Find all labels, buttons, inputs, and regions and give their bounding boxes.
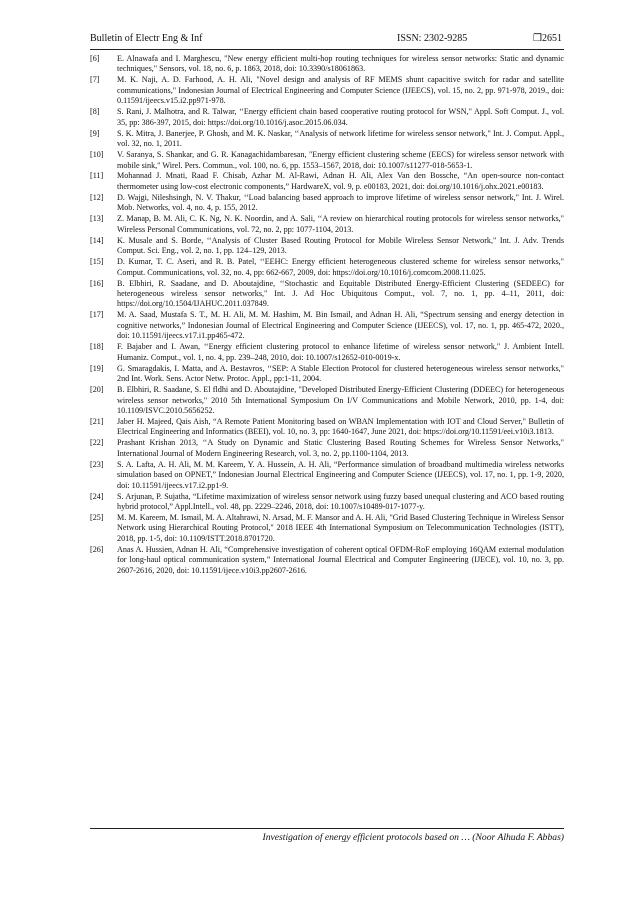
reference-number: [8]	[90, 107, 100, 117]
page-footer: Investigation of energy efficient protocols based on … (Noor Alhuda F. Abbas)	[262, 832, 564, 843]
reference-item	[90, 54, 564, 75]
reference-item	[90, 460, 564, 491]
reference-item	[90, 545, 564, 576]
issn: ISSN: 2302-9285	[397, 33, 468, 44]
reference-item	[90, 417, 564, 438]
reference-item	[90, 385, 564, 416]
reference-number: [21]	[90, 416, 104, 426]
reference-text: B. Elbhiri, R. Saadane, and D. Aboutajdine, ‘‘Stochastic and Equitable Distributed Energy-Efficient Clustering (SEDEEC) for heterogeneous wireless sensor networks," Int. J. Ad Hoc Ubiquitous Comput., vol. 7, no. 1, pp. 4–11, 2011, doi: https://doi.org/10.1504/IJAHUC.2011.037849.	[117, 278, 564, 309]
reference-item	[90, 279, 564, 310]
reference-item	[90, 193, 564, 214]
reference-text: M. M. Kareem, M. Ismail, M. A. Altahrawi, N. Arsad, M. F. Mansor and A. H. Ali, "Grid Based Clustering Technique in Wireless Sensor Network using Hierarchical Routing Protocol," 2018 IEEE 4th International Symposium on Telecommunication Technologies (ISTT), 2018, pp. 1-5, doi: 10.1109/ISTT.2018.8701720.	[117, 512, 564, 543]
reference-number: [24]	[90, 491, 104, 501]
reference-text: S. Arjunan, P. Sujatha, “Lifetime maximization of wireless sensor network using fuzzy based unequal clustering and ACO based routing hybrid protocol,” Appl.Intell., vol. 48, pp. 2229–2246, 2018, doi: 10.1007/s10489-017-1077-y.	[117, 491, 564, 512]
reference-text: Z. Manap, B. M. Ali, C. K. Ng, N. K. Noordin, and A. Sali, ‘‘A review on hierarchical routing protocols for wireless sensor networks," Wireless Personal Communications, vol. 72, no. 2, pp: 1077-1104, 2013.	[117, 214, 564, 234]
reference-text: M. A. Saad, Mustafa S. T., M. H. Ali, M. M. Hashim, M. Bin Ismail, and Adnan H. Ali, “Spectrum sensing and energy detection in cognitive networks,” Indonesian Journal of Electrical Engineering and Computer Science (IJEECS), vol. 17, no. 1, pp. 465-472, 2020., doi: 10.11591/ijeecs.v17.i1.pp465-472.	[117, 310, 564, 341]
reference-text: Anas A. Hussien, Adnan H. Ali, “Comprehensive investigation of coherent optical OFDM-RoF employing 16QAM external modulation for long-haul optical communication system,” International Journal Electrical and Computer Engineering (IJECE), vol. 10, no. 3, pp. 2607-2616, 2020, doi: 10.11591/ijece.v10i3.pp2607-2616.	[117, 544, 564, 575]
reference-list	[90, 54, 564, 577]
reference-text: Prashant Krishan 2013, ‘‘A Study on Dynamic and Static Clustering Based Routing Schemes for Wireless Sensor Networks," International Journal of Modern Engineering Research, vol. 3, no. 2, pp.1100-1104, 2013.	[117, 438, 564, 458]
reference-number: [25]	[90, 512, 104, 522]
reference-item	[90, 342, 564, 363]
reference-number: [20]	[90, 385, 104, 395]
page-header	[90, 30, 562, 48]
reference-item	[90, 438, 564, 459]
reference-number: [17]	[90, 310, 104, 320]
reference-number: [14]	[90, 235, 104, 245]
footer-rule	[90, 828, 564, 829]
reference-text: S. A. Lafta, A. H. Ali, M. M. Kareem, Y. A. Hussein, A. H. Ali, “Performance simulation of broadband multimedia wireless networks simulation based on OPNET,” Indonesian Journal Electrical Engineering and Computer Science (IJEECS), vol. 17, no. 1, pp. 1-9, 2020, doi: 10.11591/ijeecs.v17.i2.pp1-9.	[117, 459, 564, 490]
reference-number: [16]	[90, 278, 104, 288]
reference-number: [26]	[90, 544, 104, 554]
reference-number: [23]	[90, 459, 104, 469]
reference-text: S. Rani, J. Malhotra, and R. Talwar, ‘‘Energy efficient chain based cooperative routing protocol for WSN," Appl. Soft Comput. J., vol. 35, pp: 386-397, 2015, doi: https://doi.org/10.1016/j.asoc.2015.06.034.	[117, 107, 564, 127]
reference-number: [19]	[90, 363, 104, 373]
reference-item	[90, 310, 564, 341]
reference-text: E. Alnawafa and I. Marghescu, "New energy efficient multi-hop routing techniques for wireless sensor networks: Static and dynamic techniques," Sensors, vol. 18, no. 6, p. 1863, 2018, doi: 10.3390/s18061863.	[117, 54, 564, 74]
reference-number: [12]	[90, 192, 104, 202]
reference-item	[90, 171, 564, 192]
reference-item	[90, 214, 564, 235]
reference-text: Jaber H. Majeed, Qais Aish, “A Remote Patient Monitoring based on WBAN Implementation with IOT and Cloud Server," Bulletin of Electrical Engineering and Informatics (BEEI), vol. 10, no. 3, pp: 1640-1647, June 2021, doi: https://doi.org/10.11591/eei.v10i3.1813.	[117, 416, 564, 437]
reference-text: D. Wajgi, Nileshsingh, N. V. Thakur, ‘‘Load balancing based approach to improve lifetime of wireless sensor network," Int. J. Wirel. Mob. Networks, vol. 4, no. 4, p. 155, 2012.	[117, 192, 564, 213]
reference-number: [7]	[90, 75, 100, 85]
reference-item	[90, 513, 564, 544]
header-rule	[90, 49, 564, 50]
reference-number: [10]	[90, 150, 104, 160]
reference-item	[90, 150, 564, 171]
reference-number: [11]	[90, 171, 104, 181]
reference-item	[90, 75, 564, 106]
reference-item	[90, 236, 564, 257]
reference-text: D. Kumar, T. C. Aseri, and R. B. Patel, ‘‘EEHC: Energy efficient heterogeneous clustered scheme for wireless sensor networks," Comput. Communications, vol. 32, no. 4, pp: 662-667, 2009, doi: https://doi.org/10.1016/j.comcom.2008.11.025.	[117, 257, 564, 277]
reference-text: V. Saranya, S. Shankar, and G. R. Kanagachidambaresan, "Energy efficient clustering scheme (EECS) for wireless sensor network with mobile sink," Wirel. Pers. Commun., vol. 100, no. 6, pp. 1553–1567, 2018, doi: 10.1007/s11277-018-5653-1.	[117, 150, 564, 170]
reference-number: [15]	[90, 257, 104, 267]
page-number: ❒2651	[533, 33, 562, 44]
reference-text: S. K. Mitra, J. Banerjee, P. Ghosh, and M. K. Naskar, ‘‘Analysis of network lifetime for wireless sensor network," Int. J. Comput. Appl., vol. 32, no. 1, 2011.	[117, 128, 564, 149]
reference-text: Mohannad J. Mnati, Raad F. Chisab, Azhar M. Al-Rawi, Adnan H. Ali, Alex Van den Bossche, “An open-source non-contact thermometer using low-cost electronic components,” HardwareX, vol. 9, p. e00183, 2021, doi: doi.org/10.1016/j.ohx.2021.e00183.	[117, 171, 564, 191]
reference-text: B. Elbhiri, R. Saadane, S. El fldhi and D. Aboutajdine, "Developed Distributed Energy-Efficient Clustering (DDEEC) for heterogeneous wireless sensor networks," 2010 5th International Symposium On I/V Communications and Mobile Network, 2010, pp. 1-4, doi: 10.1109/ISVC.2010.5656252.	[117, 385, 564, 415]
reference-item	[90, 364, 564, 385]
reference-number: [18]	[90, 342, 104, 352]
reference-item	[90, 492, 564, 513]
reference-text: K. Musale and S. Borde, ‘‘Analysis of Cluster Based Routing Protocol for Mobile Wireless Sensor Network," Int. J. Adv. Trends Comput. Sci. Eng., vol. 2, no. 1, pp. 124–129, 2013.	[117, 235, 564, 256]
reference-number: [13]	[90, 214, 104, 224]
reference-number: [6]	[90, 54, 100, 63]
journal-name: Bulletin of Electr Eng & Inf	[90, 33, 203, 44]
reference-text: M. K. Naji, A. D. Farhood, A. H. Ali, "Novel design and analysis of RF MEMS shunt capacitive switch for radar and satellite communications," Indonesian Journal of Electrical Engineering and Computer Science (IJEECS), vol. 15, no. 2, pp. 971-978, 2019., doi: 0.11591/ijeecs.v15.i2.pp971-978.	[117, 75, 564, 106]
reference-number: [22]	[90, 438, 104, 448]
reference-item	[90, 107, 564, 128]
reference-item	[90, 257, 564, 278]
reference-item	[90, 129, 564, 150]
reference-text: F. Bajaber and I. Awan, ‘‘Energy efficient clustering protocol to enhance lifetime of wireless sensor network," J. Ambient Intell. Humaniz. Comput., vol. 1, no. 4, pp. 239–248, 2010, doi: 10.1007/s12652-010-0019-x.	[117, 342, 564, 362]
reference-number: [9]	[90, 128, 100, 138]
reference-text: G. Smaragdakis, I. Matta, and A. Bestavros, ‘‘SEP: A Stable Election Protocol for clustered heterogeneous wireless sensor networks," 2nd Int. Work. Sens. Actor Netw. Protoc. Appl., pp:1-11, 2004.	[117, 363, 564, 384]
